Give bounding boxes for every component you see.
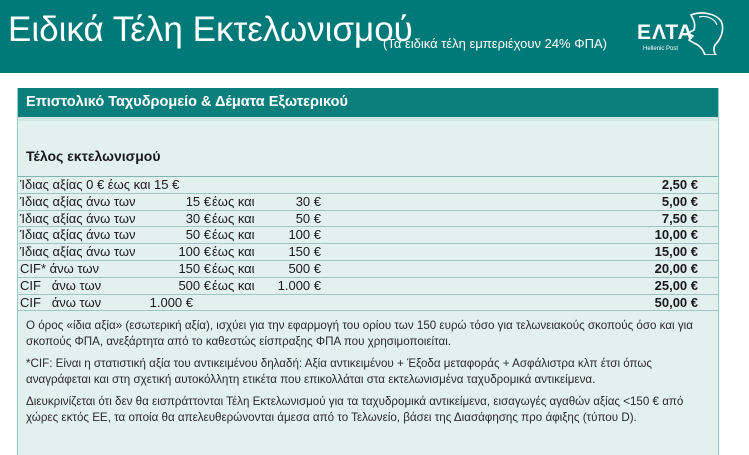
- row-from: 100 €: [178, 244, 211, 260]
- fee-table: [18, 177, 718, 311]
- row-to: 500 €: [288, 260, 321, 276]
- table-row: [18, 227, 718, 244]
- page-title: Ειδικά Τέλη Εκτελωνισμού: [8, 10, 413, 49]
- note-paragraph: Διευκρινίζεται ότι δεν θα εισπράττονται Τέλη Εκτελωνισμού για τα ταχυδρομικά αντικείμενα, εισαγωγές αγαθών αξίας <150 € από χώρες εκτός ΕΕ, τα οποία θα απελευθερώνονται άμεσα από το Τελωνείο, βάσει της Διασάφησης προ άφιξης (τύπου D).: [26, 395, 684, 424]
- row-label: CIF* άνω των: [20, 260, 99, 276]
- row-from: 1.000 €: [149, 294, 193, 310]
- page-header: [0, 0, 749, 73]
- row-to: 50 €: [295, 210, 321, 226]
- row-from: 30 €: [185, 210, 211, 226]
- table-row: [18, 295, 718, 312]
- fees-panel: [17, 88, 719, 455]
- fee-title: Τέλος εκτελωνισμού: [26, 148, 161, 164]
- row-label: Ίδιας αξίας άνω των: [20, 210, 136, 226]
- section-title: Επιστολικό Ταχυδρομείο & Δέματα Εξωτερικού: [26, 94, 348, 110]
- table-row: [18, 194, 718, 211]
- logo-subtext: Hellenic Post: [643, 46, 679, 52]
- logo-text: ΕΛΤΑ: [637, 21, 694, 44]
- notes: [26, 318, 712, 432]
- row-label: Ίδιας αξίας άνω των: [20, 244, 136, 260]
- row-separator: έως και: [212, 277, 255, 293]
- row-separator: έως και: [212, 193, 255, 209]
- page-subtitle: (Τα ειδικά τέλη εμπεριέχουν 24% ΦΠΑ): [383, 36, 607, 51]
- table-row: [18, 261, 718, 278]
- table-row: [18, 211, 718, 228]
- row-price: 5,00 €: [661, 193, 698, 209]
- table-row: [18, 244, 718, 261]
- row-separator: έως και: [212, 227, 255, 243]
- row-label: Ίδιας αξίας άνω των: [20, 227, 136, 243]
- row-price: 20,00 €: [654, 260, 698, 276]
- row-price: 2,50 €: [661, 177, 698, 192]
- row-label: CIF άνω των: [20, 294, 102, 310]
- row-to: 100 €: [288, 227, 321, 243]
- table-row: [18, 177, 718, 194]
- row-from: 500 €: [178, 277, 211, 293]
- row-price: 25,00 €: [654, 277, 698, 293]
- row-price: 50,00 €: [654, 294, 698, 310]
- table-row: [18, 278, 718, 295]
- row-from: 50 €: [185, 227, 211, 243]
- row-to: 1.000 €: [277, 277, 321, 293]
- note-paragraph: *CIF: Είναι η στατιστική αξία του αντικειμένου δηλαδή: Αξία αντικειμένου + Έξοδα μεταφοράς + Ασφάλιστρα κλπ έτσι όπως αναγράφεται και στη σχετική αυτοκόλλητη ετικέτα που επικολλάται στα εκτελωνισμένα ταχυδρομικά αντικείμενα.: [26, 357, 653, 386]
- row-label: Ίδιας αξίας 0 € έως και 15 €: [20, 177, 180, 192]
- row-separator: έως και: [212, 210, 255, 226]
- row-price: 10,00 €: [654, 227, 698, 243]
- row-price: 7,50 €: [661, 210, 698, 226]
- row-to: 30 €: [295, 193, 321, 209]
- row-from: 150 €: [178, 260, 211, 276]
- row-separator: έως και: [212, 244, 255, 260]
- row-separator: έως και: [212, 260, 255, 276]
- hermes-head-icon: [685, 9, 727, 55]
- row-label: Ίδιας αξίας άνω των: [20, 193, 136, 209]
- elta-logo: [637, 9, 727, 65]
- section-header: [18, 88, 718, 121]
- row-from: 15 €: [185, 193, 211, 209]
- row-price: 15,00 €: [654, 244, 698, 260]
- note-paragraph: Ο όρος «ίδια αξία» (εσωτερική αξία), ισχύει για την εφαρμογή του ορίου των 150 ευρώ τόσο για τελωνειακούς σκοπούς όσο και για σκοπούς ΦΠΑ, ανεξάρτητα από το καθεστώς είσπραξης ΦΠΑ που χρησιμοποιείται.: [26, 319, 693, 348]
- row-label: CIF άνω των: [20, 277, 102, 293]
- row-to: 150 €: [288, 244, 321, 260]
